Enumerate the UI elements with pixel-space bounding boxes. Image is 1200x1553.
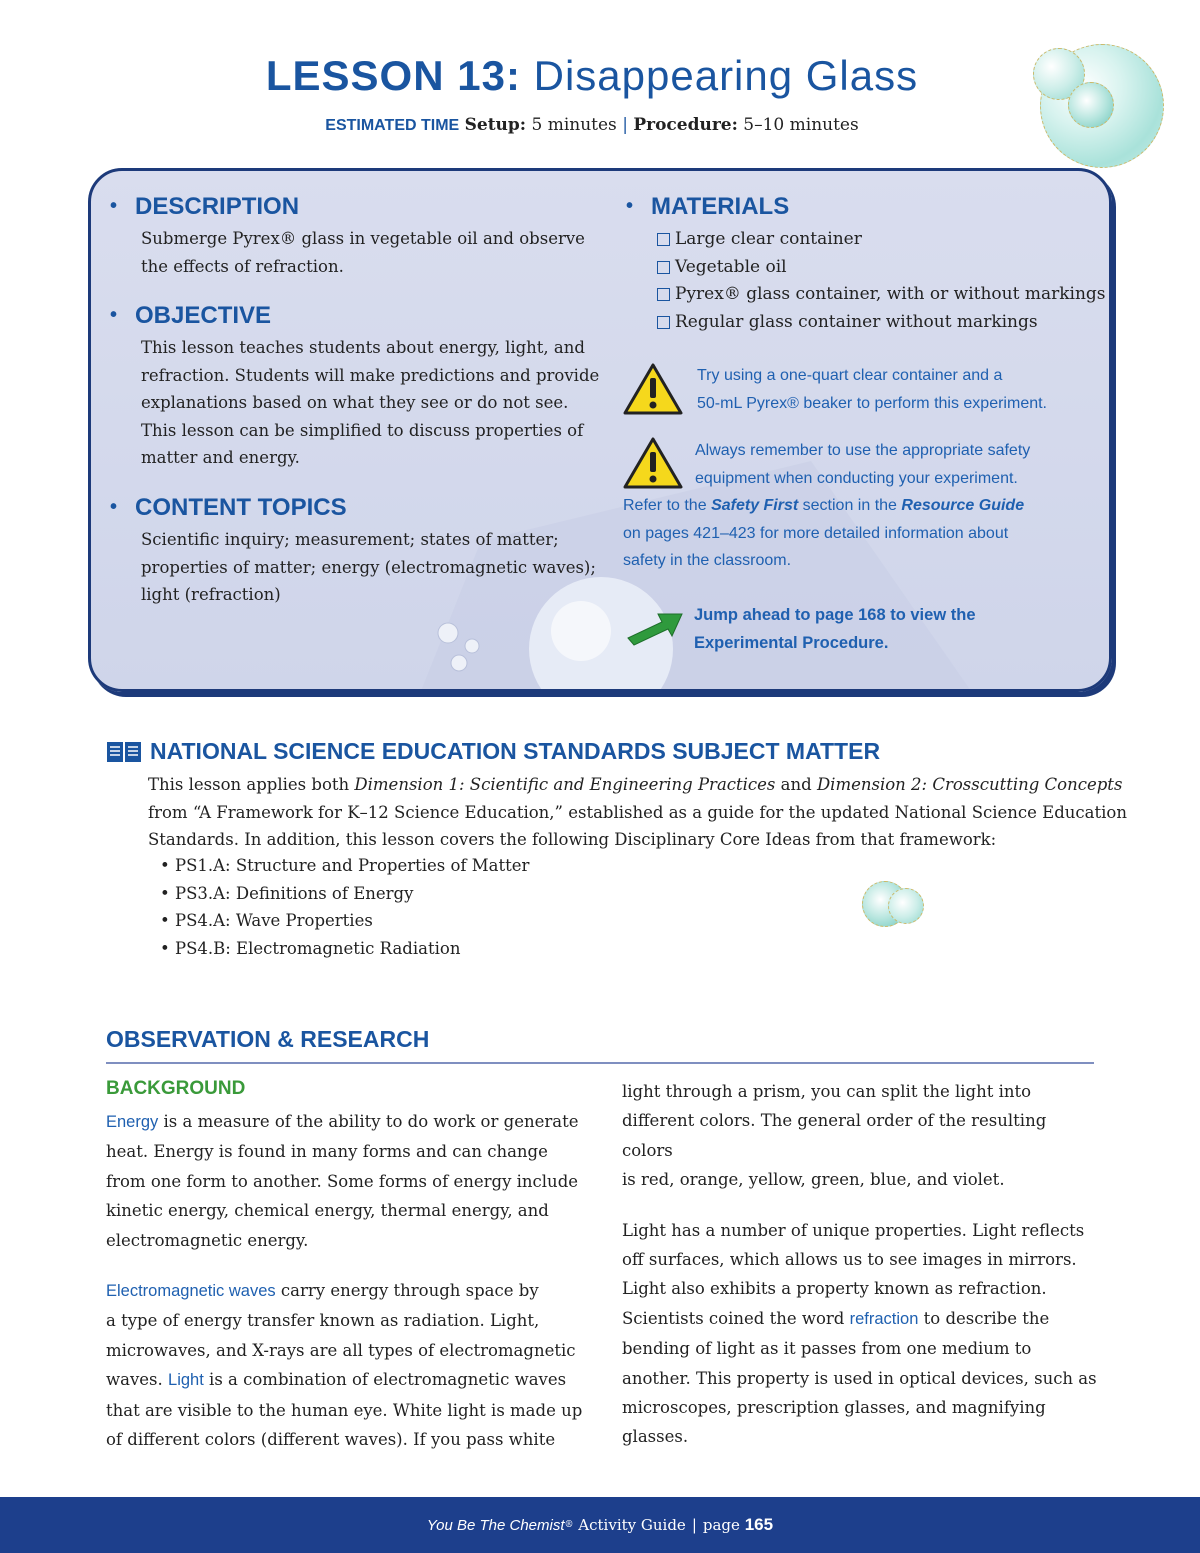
safety-warning-icon — [622, 436, 684, 490]
title-lesson-number: LESSON 13: — [265, 52, 521, 99]
objective-line: This lesson can be simplified to discuss properties of — [141, 420, 584, 440]
jump-ahead-link[interactable]: Jump ahead to page 168 to view the Experimental Procedure. — [694, 606, 976, 652]
term-electromagnetic-waves: Electromagnetic waves — [106, 1282, 276, 1301]
observation-heading: OBSERVATION & RESEARCH — [106, 1026, 430, 1052]
content-topics-text — [141, 526, 596, 609]
materials-item: Regular glass container without markings — [657, 309, 1106, 337]
content-topics-heading: • CONTENT TOPICS — [110, 494, 347, 521]
standards-list — [160, 852, 529, 962]
footer-book-title: You Be The Chemist — [426, 1516, 565, 1534]
time-divider: | — [622, 115, 628, 135]
description-heading: • DESCRIPTION — [110, 193, 300, 220]
setup-label: Setup: — [464, 115, 527, 135]
objective-line: refraction. Students will make predictions and provide — [141, 365, 600, 385]
materials-list — [657, 226, 1106, 336]
content-topics-line: light (refraction) — [141, 585, 281, 604]
term-light: Light — [168, 1371, 204, 1390]
standard-item: • PS4.A: Wave Properties — [160, 911, 373, 930]
green-arrow-icon — [624, 608, 684, 646]
resource-guide-link[interactable]: Resource Guide — [901, 497, 1025, 514]
objective-line: explanations based on what they see or do not see. — [141, 393, 569, 412]
materials-item: Pyrex® glass container, with or without markings — [657, 281, 1106, 309]
safety-first-link[interactable]: Safety First — [711, 497, 799, 514]
footer-page-label: page — [702, 1516, 740, 1534]
page-title — [0, 52, 1184, 100]
objective-text — [141, 334, 599, 472]
page-number: 165 — [744, 1515, 774, 1534]
estimated-time — [0, 115, 1184, 135]
bubble-decoration — [888, 888, 924, 924]
safety-reference-text: Refer to the Safety First section in the Resource Guide on pages 421–423 for more detailed information about safety in the classroom. — [623, 497, 1025, 569]
procedure-label: Procedure: — [633, 115, 738, 135]
nses-paragraph: This lesson applies both Dimension 1: Scientific and Engineering Practices and Dimension 2: Crosscutting Concepts from “A Framework for K–12 Science Education,” established as a guide for the updated National Science Education Standards. In addition, this lesson covers the following Disciplinary Core Ideas from that framework: — [148, 775, 1127, 849]
title-lesson-name: Disappearing Glass — [533, 52, 919, 99]
checkbox-icon — [657, 288, 670, 301]
setup-value: 5 minutes — [531, 115, 617, 135]
estimated-time-label: ESTIMATED TIME — [325, 117, 460, 134]
description-text — [141, 225, 585, 280]
materials-heading: • MATERIALS — [626, 193, 790, 220]
objective-line: matter and energy. — [141, 448, 300, 467]
materials-item: Vegetable oil — [657, 254, 1106, 282]
checkbox-icon — [657, 233, 670, 246]
background-heading: BACKGROUND — [106, 1078, 246, 1099]
footer-guide-label: Activity Guide — [578, 1516, 686, 1534]
checkbox-icon — [657, 316, 670, 329]
safety-warning-text: Always remember to use the appropriate safety equipment when conducting your experiment. — [695, 442, 1031, 487]
standard-item: • PS4.B: Electromagnetic Radiation — [160, 938, 461, 958]
standard-item: • PS1.A: Structure and Properties of Matter — [160, 856, 530, 875]
term-energy: Energy — [106, 1113, 159, 1131]
left-column-text: Energy is a measure of the ability to do work or generate heat. Energy is found in many forms and can change from one form to another. Some forms of energy include kinetic energy, chemical energy, thermal energy, and electromagnetic energy. Electromagnetic waves carry energy through space by a type of energy transfer known as radiation. Light, microwaves, and X-rays are all types of electromagnetic waves. Light is a combination of electromagnetic waves that are visible to the human eye. White light is made up of different colors (different waves). If you pass white — [106, 1112, 583, 1450]
open-book-icon — [106, 739, 142, 765]
warning-tip-text: Try using a one-quart clear container and a 50-mL Pyrex® beaker to perform this experiment. — [697, 367, 1047, 412]
procedure-value: 5–10 minutes — [743, 115, 859, 135]
description-line: the effects of refraction. — [141, 256, 344, 276]
page-footer: You Be The Chemist ® Activity Guide | page 165 — [0, 1497, 1200, 1553]
term-refraction: refraction — [849, 1309, 919, 1328]
warning-icon — [622, 362, 684, 416]
description-line: Submerge Pyrex® glass in vegetable oil and observe — [141, 229, 585, 248]
standard-item: • PS3.A: Definitions of Energy — [160, 883, 414, 903]
objective-line: This lesson teaches students about energy, light, and — [141, 338, 585, 357]
right-column-text: light through a prism, you can split the light into different colors. The general order of the resulting colors is red, orange, yellow, green, blue, and violet. Light has a number of unique properties. Light reflects off surfaces, which allows us to see images in mirrors. Light also exhibits a property known as refraction. Scientists coined the word refraction to describe the bending of light as it passes from one medium to another. This property is used in optical devices, such as microscopes, prescription glasses, and magnifying glasses. — [622, 1082, 1097, 1447]
section-divider — [106, 1062, 1094, 1064]
objective-heading: • OBJECTIVE — [110, 302, 272, 329]
materials-item: Large clear container — [657, 226, 1106, 254]
checkbox-icon — [657, 261, 670, 274]
content-topics-line: properties of matter; energy (electromagnetic waves); — [141, 557, 596, 577]
content-topics-line: Scientific inquiry; measurement; states of matter; — [141, 530, 559, 549]
nses-heading: NATIONAL SCIENCE EDUCATION STANDARDS SUBJECT MATTER — [106, 738, 880, 765]
